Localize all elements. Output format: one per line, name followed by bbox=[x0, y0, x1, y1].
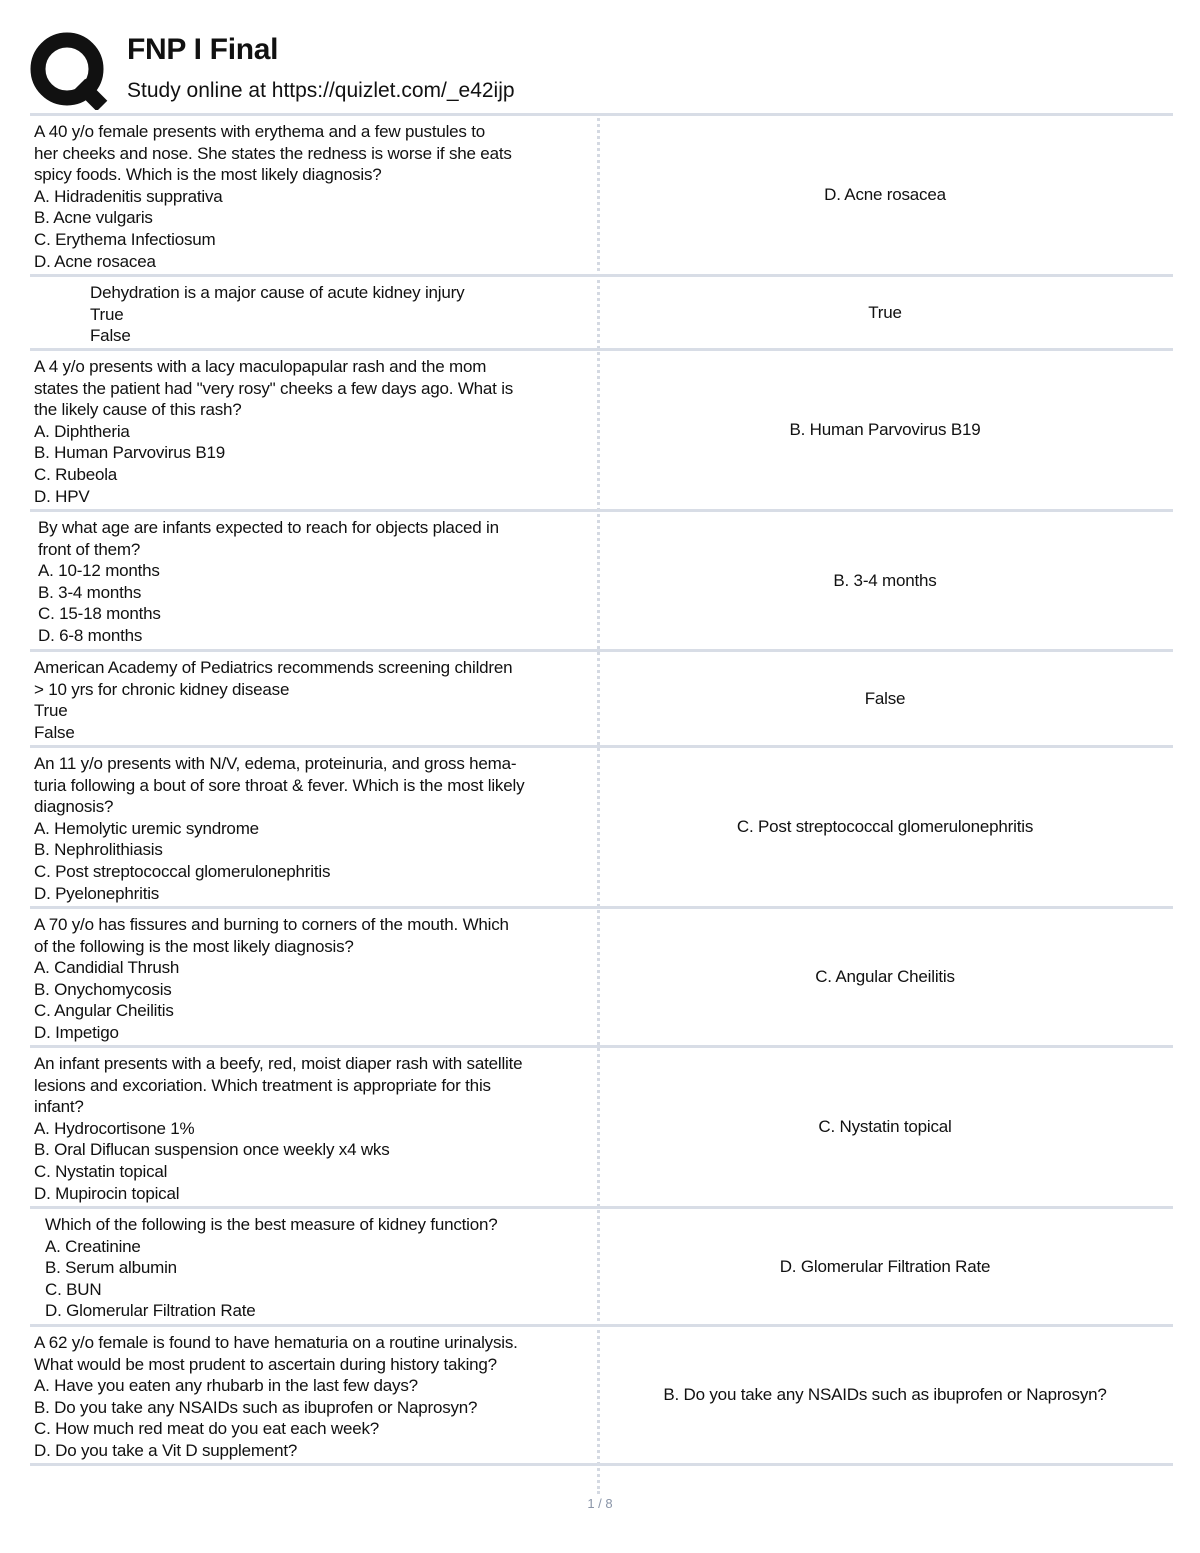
card-term: A 4 y/o presents with a lacy maculopapular rash and the mom states the patient had "very rosy" cheeks a few days ago. What is the likely cause of this rash? A. Diphtheria B. Human Parvovirus B19 C. Rubeola D. HPV bbox=[34, 357, 514, 506]
flashcard-row bbox=[30, 509, 1173, 649]
card-definition: C. Nystatin topical bbox=[818, 1117, 952, 1137]
card-term: An infant presents with a beefy, red, moist diaper rash with satellite lesions and excoriation. Which treatment is appropriate for this infant? A. Hydrocortisone 1% B. Oral Diflucan suspension once weekly x4 wks C. Nystatin topical D. Mupirocin topical bbox=[34, 1054, 523, 1203]
flashcard-row bbox=[30, 1206, 1173, 1324]
page-header bbox=[30, 28, 1175, 110]
card-term: A 62 y/o female is found to have hematuria on a routine urinalysis. What would be most prudent to ascertain during history taking? A. Have you eaten any rhubarb in the last few days? B. Do you take any NSAIDs such as ibuprofen or Naprosyn? C. How much red meat do you eat each week? D. Do you take a Vit D supplement? bbox=[34, 1333, 518, 1460]
card-definition: C. Angular Cheilitis bbox=[815, 967, 955, 987]
quizlet-logo-icon bbox=[30, 32, 108, 110]
page-number: 1 / 8 bbox=[587, 1496, 613, 1511]
flashcard-row bbox=[30, 1045, 1173, 1206]
card-definition: True bbox=[868, 302, 902, 322]
set-title: FNP I Final bbox=[127, 33, 279, 66]
card-definition: D. Acne rosacea bbox=[824, 185, 946, 205]
card-term: By what age are infants expected to reach for objects placed in front of them? A. 10-12 months B. 3-4 months C. 15-18 months D. 6-8 months bbox=[38, 518, 499, 645]
flashcard-row bbox=[30, 906, 1173, 1045]
card-definition: B. Human Parvovirus B19 bbox=[789, 420, 981, 440]
card-definition: C. Post streptococcal glomerulonephritis bbox=[736, 817, 1034, 837]
flashcard-row bbox=[30, 274, 1173, 348]
card-term: An 11 y/o presents with N/V, edema, proteinuria, and gross hema- turia following a bout of sore throat & fever. Which is the most likely diagnosis? A. Hemolytic uremic syndrome B. Nephrolithiasis C. Post streptococcal glomerulonephritis D. Pyelonephritis bbox=[34, 754, 525, 903]
flashcard-list bbox=[30, 113, 1173, 1466]
flashcard-row bbox=[30, 649, 1173, 745]
study-online-link[interactable]: Study online at https://quizlet.com/_e42ijp bbox=[127, 79, 515, 102]
flashcard-row bbox=[30, 745, 1173, 906]
card-term: Which of the following is the best measure of kidney function? A. Creatinine B. Serum albumin C. BUN D. Glomerular Filtration Rate bbox=[45, 1215, 498, 1321]
card-definition: B. 3-4 months bbox=[833, 570, 937, 590]
flashcard-row bbox=[30, 1324, 1173, 1466]
card-definition: D. Glomerular Filtration Rate bbox=[779, 1256, 991, 1276]
card-term: A 70 y/o has fissures and burning to corners of the mouth. Which of the following is the most likely diagnosis? A. Candidial Thrush B. Onychomycosis C. Angular Cheilitis D. Impetigo bbox=[34, 915, 509, 1042]
card-definition: False bbox=[864, 688, 906, 708]
card-term: American Academy of Pediatrics recommends screening children > 10 yrs for chronic kidney disease True False bbox=[34, 658, 513, 742]
flashcard-row bbox=[30, 348, 1173, 509]
card-term: Dehydration is a major cause of acute kidney injury True False bbox=[90, 283, 465, 346]
flashcard-row bbox=[30, 113, 1173, 274]
card-definition: B. Do you take any NSAIDs such as ibuprofen or Naprosyn? bbox=[663, 1385, 1107, 1405]
card-term: A 40 y/o female presents with erythema and a few pustules to her cheeks and nose. She states the redness is worse if she eats spicy foods. Which is the most likely diagnosis? A. Hidradenitis supprativa B. Acne vulgaris C. Erythema Infectiosum D. Acne rosacea bbox=[34, 122, 512, 271]
